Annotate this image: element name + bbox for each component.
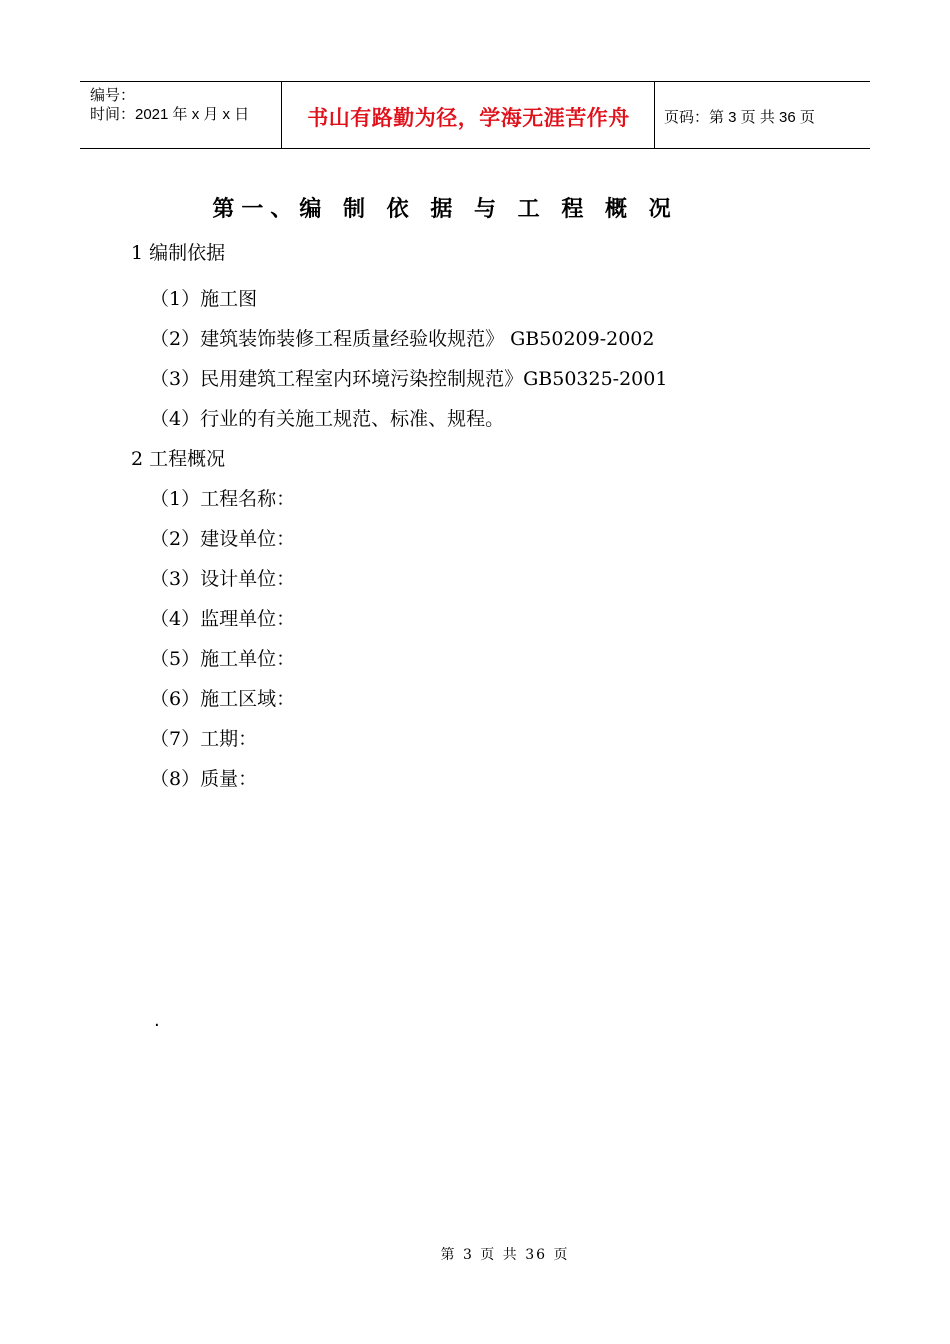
overview-item: （6）施工区域： (150, 688, 296, 710)
header-motto: 书山有路勤为径，学海无涯苦作舟 (307, 106, 630, 130)
basis-item: （4）行业的有关施工规范、标准、规程。 (150, 408, 505, 430)
header-divider-right (654, 82, 655, 149)
document-title: 第一、编 制 依 据 与 工 程 概 况 (212, 197, 678, 222)
basis-item: （2）建筑装饰装修工程质量经验收规范》 GB50209-2002 (150, 328, 655, 350)
document-number-label: 编号： (90, 87, 136, 104)
stray-dot: . (154, 1010, 160, 1031)
overview-item: （7）工期： (150, 728, 258, 750)
page-footer: 第 3 页 共 36 页 (440, 1247, 570, 1263)
section-heading-basis: 1 编制依据 (131, 242, 226, 264)
overview-item: （5）施工单位： (150, 648, 296, 670)
overview-item: （3）设计单位： (150, 568, 296, 590)
header-table (80, 81, 870, 149)
basis-item: （3）民用建筑工程室内环境污染控制规范》GB50325-2001 (150, 368, 668, 390)
header-page-info: 页码：第 3 页 共 36 页 (664, 109, 815, 126)
basis-item: （1）施工图 (150, 288, 258, 310)
overview-item: （2）建设单位： (150, 528, 296, 550)
document-time-label: 时间：2021 年 x 月 x 日 (90, 106, 250, 123)
header-meta (90, 86, 249, 124)
overview-item: （8）质量： (150, 768, 258, 790)
section-heading-overview: 2 工程概况 (131, 448, 226, 470)
overview-item: （4）监理单位： (150, 608, 296, 630)
overview-item: （1）工程名称： (150, 488, 296, 510)
